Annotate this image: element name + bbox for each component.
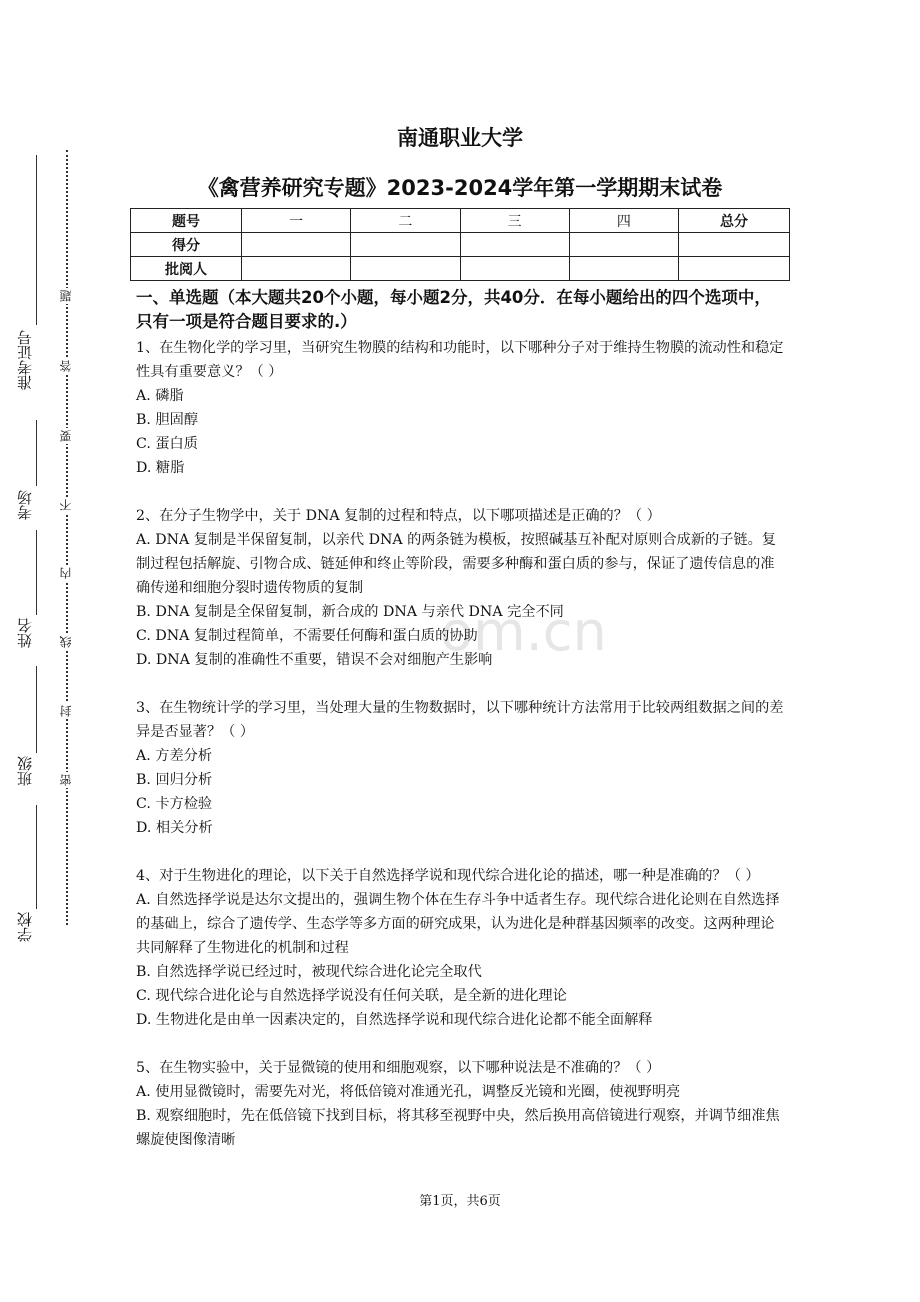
class-label: 班级	[16, 756, 34, 786]
option-b: B. 观察细胞时，先在低倍镜下找到目标，将其移至视野中央，然后换用高倍镜进行观察，并调节细准焦螺旋使图像清晰	[136, 1108, 780, 1148]
reviewer-cell	[351, 257, 460, 281]
option-c: C. 现代综合进化论与自然选择学说没有任何关联，是全新的进化理论	[136, 988, 567, 1004]
option-c: C. 蛋白质	[136, 436, 198, 452]
score-cell	[351, 233, 460, 257]
option-c: C. 卡方检验	[136, 796, 213, 812]
name-underline	[36, 530, 37, 615]
score-cell	[569, 233, 678, 257]
question-stem: 1、在生物化学的学习里，当研究生物膜的结构和功能时，以下哪种分子对于维持生物膜的流动性和稳定性具有重要意义？（ ）	[136, 340, 784, 380]
score-cell	[679, 233, 790, 257]
question-2	[136, 504, 786, 672]
exam-title: 《禽营养研究专题》2023-2024学年第一学期期末试卷	[197, 176, 723, 200]
option-a: A. 自然选择学说是达尔文提出的，强调生物个体在生存斗争中适者生存。现代综合进化论则在自然选择的基础上，综合了遗传学、生态学等多方面的研究成果，认为进化是种群基因频率的改变。这两种理论共同解释了生物进化的机制和过程	[136, 892, 780, 956]
question-stem: 3、在生物统计学的学习里，当处理大量的生物数据时，以下哪种统计方法常用于比较两组数据之间的差异是否显著？（ ）	[136, 700, 784, 740]
score-table	[130, 208, 790, 281]
class-underline	[36, 666, 37, 753]
question-5	[136, 1056, 786, 1152]
question-stem: 2、在分子生物学中，关于 DNA 复制的过程和特点，以下哪项描述是正确的？（ ）	[136, 508, 661, 524]
reviewer-cell	[460, 257, 569, 281]
option-b: B. DNA 复制是全保留复制，新合成的 DNA 与亲代 DNA 完全不同	[136, 604, 564, 620]
name-label: 姓名	[16, 618, 34, 648]
option-b: B. 自然选择学说已经过时，被现代综合进化论完全取代	[136, 964, 482, 980]
seal-char: 题	[59, 290, 73, 302]
option-a: A. 方差分析	[136, 748, 213, 764]
score-table-header: 总分	[679, 209, 790, 233]
reviewer-cell	[569, 257, 678, 281]
question-stem: 4、对于生物进化的理论，以下关于自然选择学说和现代综合进化论的描述，哪一种是准确的？（ ）	[136, 868, 760, 884]
exam-content	[136, 286, 786, 1176]
seal-char: 密	[59, 774, 73, 786]
option-a: A. DNA 复制是半保留复制，以亲代 DNA 的两条链为模板，按照碱基互补配对原则合成新的子链。复制过程包括解旋、引物合成、链延伸和终止等阶段，需要多种酶和蛋白质的参与，保证了遗传信息的准确传递和细胞分裂时遗传物质的复制	[136, 532, 776, 596]
reviewer-cell	[679, 257, 790, 281]
option-d: D. 相关分析	[136, 820, 213, 836]
seal-char: 不	[59, 499, 73, 511]
question-3	[136, 696, 786, 840]
score-row-label: 得分	[131, 233, 242, 257]
option-a: A. 磷脂	[136, 388, 184, 404]
seal-char: 封	[59, 705, 73, 717]
seal-dotted-line	[66, 150, 68, 925]
score-table-header: 四	[569, 209, 678, 233]
section-heading: 一、单选题（本大题共20个小题，每小题2分，共40分．在每小题给出的四个选项中，只有一项是符合题目要求的.）	[136, 288, 771, 331]
option-b: B. 胆固醇	[136, 412, 199, 428]
page-number: 第1页，共6页	[419, 1194, 501, 1209]
question-stem: 5、在生物实验中，关于显微镜的使用和细胞观察，以下哪种说法是不准确的？（ ）	[136, 1060, 661, 1076]
question-1	[136, 336, 786, 480]
score-row	[131, 233, 790, 257]
option-d: D. DNA 复制的准确性不重要，错误不会对细胞产生影响	[136, 652, 493, 668]
reviewer-row-label: 批阅人	[131, 257, 242, 281]
seal-char: 答	[59, 360, 73, 372]
seal-char: 内	[59, 567, 73, 579]
seal-char: 线	[59, 636, 73, 648]
score-table-header-row	[131, 209, 790, 233]
score-table-header: 题号	[131, 209, 242, 233]
option-a: A. 使用显微镜时，需要先对光，将低倍镜对准通光孔，调整反光镜和光圈，使视野明亮	[136, 1084, 681, 1100]
question-4	[136, 864, 786, 1032]
score-table-header: 一	[242, 209, 351, 233]
school-underline	[36, 805, 37, 909]
option-b: B. 回归分析	[136, 772, 213, 788]
school-label: 学校	[16, 912, 34, 942]
score-table-header: 三	[460, 209, 569, 233]
exam-id-label: 准考证号	[16, 330, 34, 390]
university-title: 南通职业大学	[397, 126, 523, 150]
reviewer-row	[131, 257, 790, 281]
exam-room-label: 考场	[16, 490, 34, 520]
score-cell	[460, 233, 569, 257]
option-d: D. 生物进化是由单一因素决定的，自然选择学说和现代综合进化论都不能全面解释	[136, 1012, 653, 1028]
seal-char: 要	[59, 430, 73, 442]
option-c: C. DNA 复制过程简单，不需要任何酶和蛋白质的协助	[136, 628, 478, 644]
score-table-header: 二	[351, 209, 460, 233]
score-cell	[242, 233, 351, 257]
exam-room-underline	[36, 420, 37, 486]
watermark: om.cn	[440, 600, 607, 663]
option-d: D. 糖脂	[136, 460, 185, 476]
reviewer-cell	[242, 257, 351, 281]
